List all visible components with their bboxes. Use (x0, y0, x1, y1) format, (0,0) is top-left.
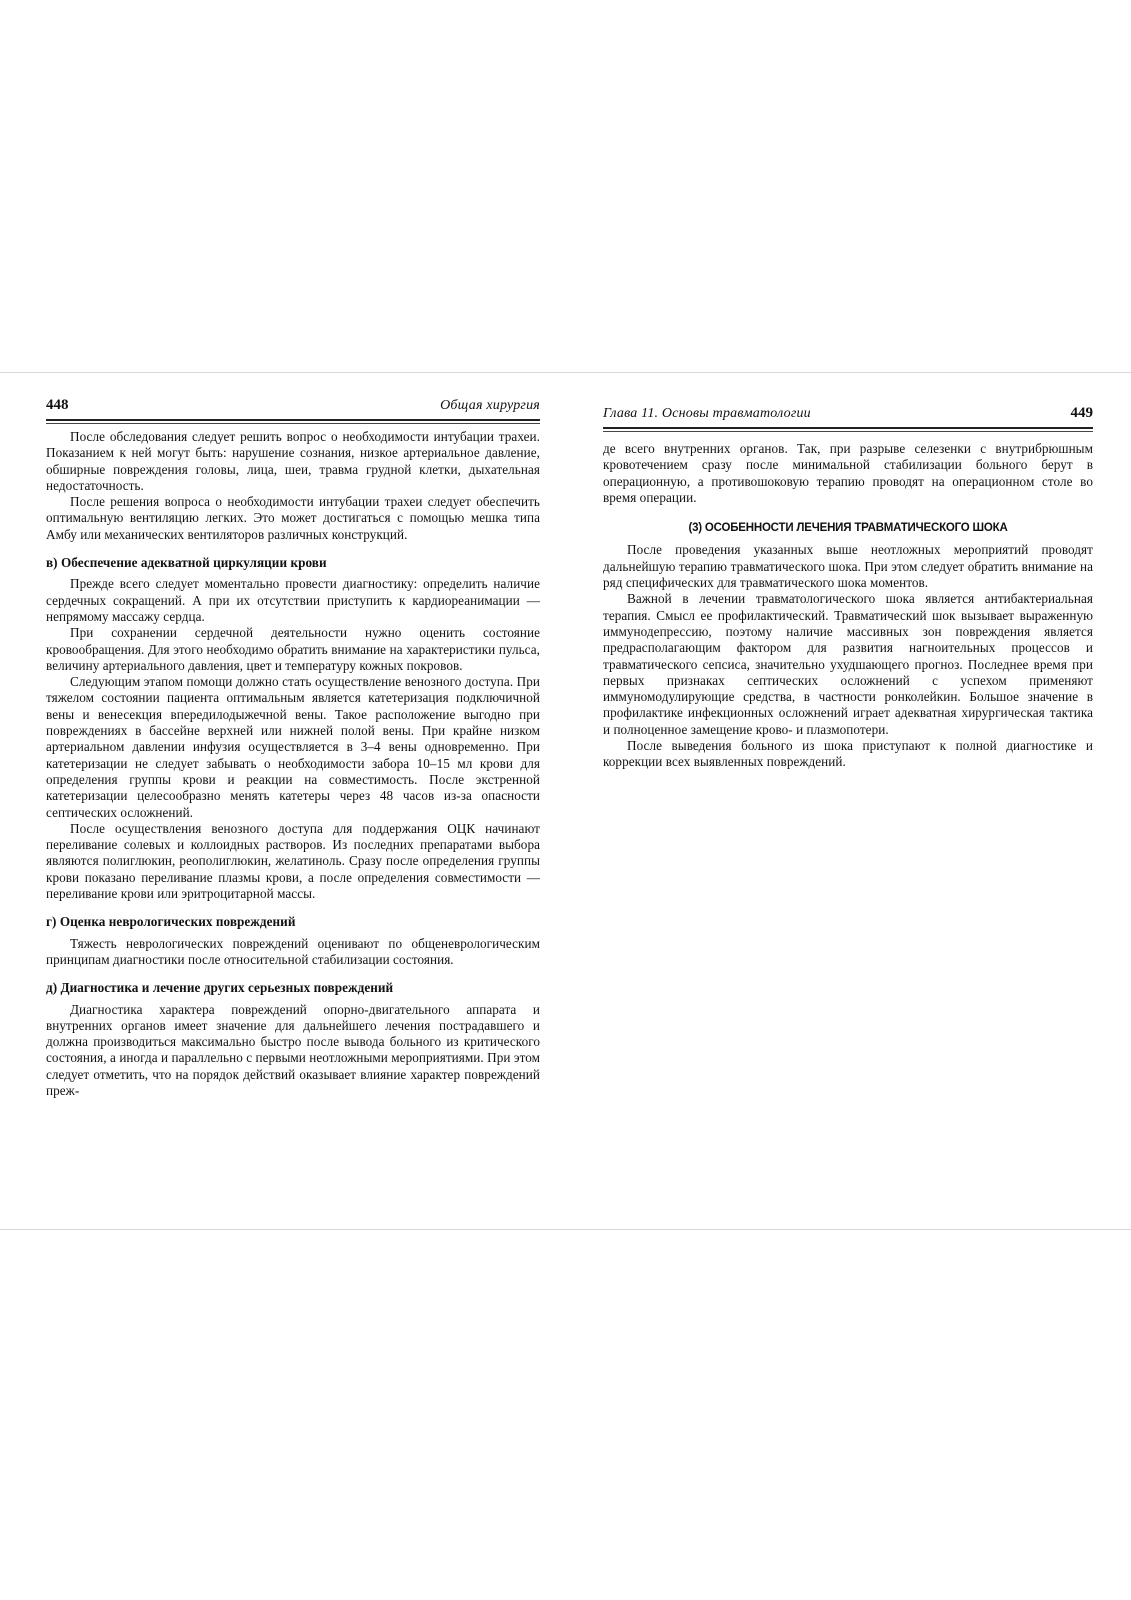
book-spread (0, 372, 1131, 1230)
paragraph: После проведения указанных выше неотложных мероприятий проводят дальнейшую терапию травматического шока. При этом следует обратить внимание на ряд специфических для травматического шока моментов. (603, 542, 1093, 591)
page-number: 448 (46, 397, 69, 413)
page-number: 449 (1070, 405, 1093, 421)
right-page-body (603, 441, 1093, 771)
paragraph: После обследования следует решить вопрос о необходимости интубации трахеи. Показанием к ней могут быть: нарушение сознания, низкое артериальное давление, обширные повреждения головы, лица, шеи, травма грудной клетки, дыхательная недостаточность. (46, 429, 540, 493)
right-page-header (603, 403, 1093, 429)
paragraph: Важной в лечении травматологического шока является антибактериальная терапия. Смысл ее профилактический. Травматический шок вызывает выраженную иммунодепрессию, поэтому наличие массивных зон повреждения является предрасполагающим фактором для развития нагноительных процессов и травматического сепсиса, значительно ухудшающего прогноз. Последнее время при первых признаках септических осложнений с успехом применяют иммуномодулирующие средства, в частности ронколейкин. Большое значение в профилактике инфекционных осложнений играет адекватная хирургическая тактика и полноценное замещение крово- и плазмопотери. (603, 591, 1093, 737)
paragraph: При сохранении сердечной деятельности нужно оценить состояние кровообращения. Для этого необходимо обратить внимание на характеристики пульса, величину артериального давления, цвет и температуру кожных покровов. (46, 625, 540, 673)
paragraph: Прежде всего следует моментально провести диагностику: определить наличие сердечных сокращений. А при их отсутствии приступить к кардиореанимации — непрямому массажу сердца. (46, 576, 540, 624)
left-page-header (46, 395, 540, 421)
paragraph: Диагностика характера повреждений опорно-двигательного аппарата и внутренних органов имеет значение для дальнейшего лечения пострадавшего и должна производиться максимально быстро после вывода больного из критического состояния, а иногда и параллельно с первыми неотложными мероприятиями. При этом следует отметить, что на порядок действий оказывает влияние характер повреждений преж- (46, 1001, 540, 1098)
section-heading: (3) ОСОБЕННОСТИ ЛЕЧЕНИЯ ТРАВМАТИЧЕСКОГО ШОКА (688, 522, 1008, 535)
section-heading: в) Обеспечение адекватной циркуляции крови (46, 555, 327, 571)
section-heading: д) Диагностика и лечение других серьезных повреждений (46, 980, 394, 996)
left-page-body (46, 429, 540, 1099)
paragraph: После решения вопроса о необходимости интубации трахеи следует обеспечить оптимальную вентиляцию легких. Это может достигаться с помощью мешка типа Амбу или механических вентиляторов различных конструкций. (46, 494, 540, 542)
right-page (603, 373, 1093, 1229)
paragraph: Следующим этапом помощи должно стать осуществление венозного доступа. При тяжелом состоянии пациента оптимальным является катетеризация подключичной вены и венесекция впередилодыжечной вены. Такое расположение выгодно при повреждениях в бассейне верхней или нижней полой вены. При крайне низком артериальном давлении инфузия осуществляется в 3–4 вены одновременно. При катетеризации не следует забывать о необходимости забора 10–15 мл крови для определения группы крови и реакции на совместимость. После экстренной катетеризации целесообразно менять катетеры через 48 часов из-за опасности септических осложнений. (46, 674, 540, 820)
paragraph-continuation: де всего внутренних органов. Так, при разрыве селезенки с внутрибрюшным кровотечением сразу после минимальной стабилизации больного берут в операционную, а противошоковую терапию проводят на операционном столе во время операции. (603, 441, 1093, 505)
section-heading: г) Оценка неврологических повреждений (46, 914, 296, 930)
running-head: Глава 11. Основы травматологии (603, 406, 811, 421)
left-page (46, 373, 540, 1229)
running-head: Общая хирургия (440, 398, 540, 413)
paragraph: После выведения больного из шока приступают к полной диагностике и коррекции всех выявленных повреждений. (603, 738, 1093, 770)
paragraph: Тяжесть неврологических повреждений оценивают по общеневрологическим принципам диагностики после относительной стабилизации состояния. (46, 935, 540, 967)
paragraph: После осуществления венозного доступа для поддержания ОЦК начинают переливание солевых и коллоидных растворов. Из последних препаратами выбора являются полиглюкин, реополиглюкин, желатиноль. Сразу после определения группы крови показано переливание плазмы крови, а после определения совместимости — переливание крови или эритроцитарной массы. (46, 820, 540, 902)
